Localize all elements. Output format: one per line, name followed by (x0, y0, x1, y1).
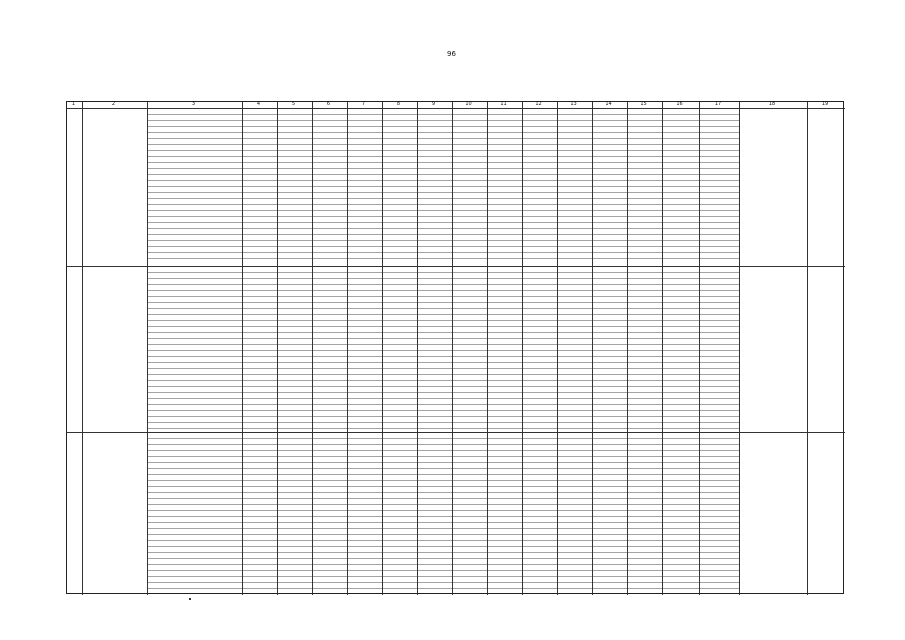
row-divider (147, 492, 739, 493)
row-divider (147, 428, 739, 429)
row-divider (147, 498, 739, 499)
row-divider (147, 528, 739, 529)
row-divider (147, 398, 739, 399)
budget-table (66, 101, 844, 594)
row-divider (147, 338, 739, 339)
column-number: 3 (191, 101, 196, 107)
row-divider (147, 150, 739, 151)
row-divider (147, 216, 739, 217)
row-divider (147, 522, 739, 523)
column-number: 17 (714, 101, 722, 107)
row-divider (147, 234, 739, 235)
column-number: 11 (500, 101, 507, 107)
scan-artifact (189, 598, 191, 600)
row-divider (147, 258, 739, 259)
page-number: 96 (447, 50, 456, 58)
row-divider (147, 362, 739, 363)
row-divider (147, 132, 739, 133)
row-divider (147, 126, 739, 127)
column-number: 18 (768, 101, 776, 107)
row-divider (147, 326, 739, 327)
row-divider (147, 252, 739, 253)
column-number: 16 (676, 101, 683, 107)
row-divider (147, 320, 739, 321)
row-divider (147, 272, 739, 273)
row-divider (147, 168, 739, 169)
row-divider (147, 570, 739, 571)
row-divider (147, 422, 739, 423)
row-divider (147, 308, 739, 309)
row-divider (147, 246, 739, 247)
row-divider (147, 344, 739, 345)
column-number: 15 (640, 101, 647, 107)
row-divider (147, 510, 739, 511)
column-divider (739, 102, 740, 595)
row-divider (147, 210, 739, 211)
column-number: 1 (71, 101, 76, 107)
row-divider (147, 540, 739, 541)
row-divider (147, 576, 739, 577)
column-number: 8 (396, 101, 401, 107)
row-divider (147, 302, 739, 303)
column-number: 2 (111, 101, 116, 107)
row-divider (147, 456, 739, 457)
column-number: 19 (821, 101, 829, 107)
column-number: 5 (291, 101, 296, 107)
row-divider (147, 222, 739, 223)
section-divider (67, 266, 845, 267)
row-divider (147, 368, 739, 369)
row-divider (147, 174, 739, 175)
row-divider (147, 564, 739, 565)
row-divider (147, 350, 739, 351)
row-divider (147, 450, 739, 451)
row-divider (147, 468, 739, 469)
row-divider (147, 180, 739, 181)
row-divider (147, 410, 739, 411)
row-divider (147, 114, 739, 115)
row-divider (147, 228, 739, 229)
row-divider (147, 546, 739, 547)
row-divider (147, 120, 739, 121)
row-divider (147, 332, 739, 333)
row-divider (147, 314, 739, 315)
row-divider (147, 138, 739, 139)
row-divider (147, 290, 739, 291)
row-divider (147, 204, 739, 205)
row-divider (147, 444, 739, 445)
row-divider (147, 558, 739, 559)
column-divider (807, 102, 808, 595)
column-number: 9 (431, 101, 436, 107)
row-divider (147, 186, 739, 187)
column-number: 10 (465, 101, 472, 107)
row-divider (147, 380, 739, 381)
row-divider (147, 516, 739, 517)
row-divider (147, 552, 739, 553)
column-number: 14 (605, 101, 612, 107)
row-divider (147, 278, 739, 279)
row-divider (147, 356, 739, 357)
row-divider (147, 404, 739, 405)
row-divider (147, 374, 739, 375)
row-divider (147, 588, 739, 589)
row-divider (147, 416, 739, 417)
column-number: 13 (570, 101, 577, 107)
row-divider (147, 192, 739, 193)
column-divider (82, 102, 83, 595)
row-divider (147, 386, 739, 387)
row-divider (147, 504, 739, 505)
column-number: 12 (535, 101, 542, 107)
row-divider (147, 474, 739, 475)
row-divider (147, 534, 739, 535)
row-divider (147, 438, 739, 439)
row-divider (147, 240, 739, 241)
section-divider (67, 432, 845, 433)
row-divider (147, 156, 739, 157)
row-divider (147, 480, 739, 481)
row-divider (147, 296, 739, 297)
header-divider (67, 108, 845, 109)
row-divider (147, 284, 739, 285)
column-number: 6 (326, 101, 331, 107)
row-divider (147, 162, 739, 163)
row-divider (147, 198, 739, 199)
row-divider (147, 392, 739, 393)
column-number: 7 (361, 101, 366, 107)
row-divider (147, 486, 739, 487)
row-divider (147, 582, 739, 583)
column-number: 4 (256, 101, 261, 107)
row-divider (147, 462, 739, 463)
row-divider (147, 144, 739, 145)
